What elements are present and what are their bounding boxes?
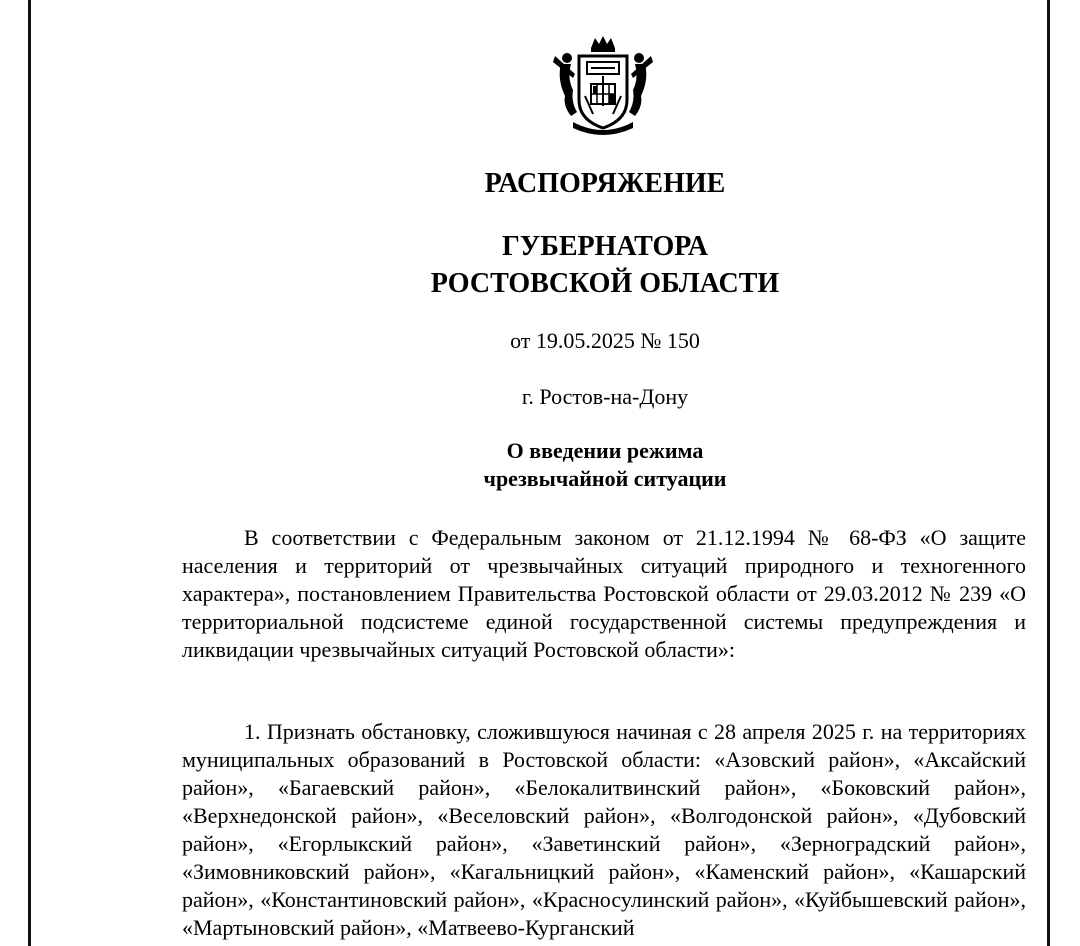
document-title: РАСПОРЯЖЕНИЕ	[484, 168, 726, 199]
heading-line-1: О введении режима	[506, 438, 704, 463]
preamble-paragraph: В соответствии с Федеральным законом от 21.12.1994 № 68-ФЗ «О защите населения и территорий от чрезвычайных ситуаций природного и техногенного характера», постановлением Правительства Ростовской области от 29.03.2012 № 239 «О территориальной подсистеме единой государственной системы предупреждения и ликвидации чрезвычайных ситуаций Ростовской области»:	[182, 525, 1026, 662]
issuer-line-1: ГУБЕРНАТОРА	[501, 231, 709, 262]
issuer-line-2: РОСТОВСКОЙ ОБЛАСТИ	[430, 268, 780, 299]
page-border-left	[28, 0, 31, 946]
heading-line-2: чрезвычайной ситуации	[483, 466, 727, 491]
coat-of-arms-icon	[553, 34, 653, 136]
document-issuer	[180, 228, 1030, 302]
document-city: г. Ростов-на-Дону	[521, 384, 689, 409]
page-border-right	[1047, 0, 1050, 946]
document-heading	[180, 437, 1030, 493]
clause-1-paragraph: 1. Признать обстановку, сложившуюся начиная с 28 апреля 2025 г. на территориях муниципальных образований в Ростовской области: «Азовский район», «Аксайский район», «Багаевский район», «Белокалитвинский район», «Боковский район», «Верхнедонской район», «Веселовский район», «Волгодонской район», «Дубовский район», «Егорлыкский район», «Заветинский район», «Зерноградский район», «Зимовниковский район», «Кагальницкий район», «Каменский район», «Кашарский район», «Константиновский район», «Красносулинский район», «Куйбышевский район», «Мартыновский район», «Матвеево-Курганский	[182, 719, 1026, 940]
document-date-number: от 19.05.2025 № 150	[510, 328, 700, 353]
